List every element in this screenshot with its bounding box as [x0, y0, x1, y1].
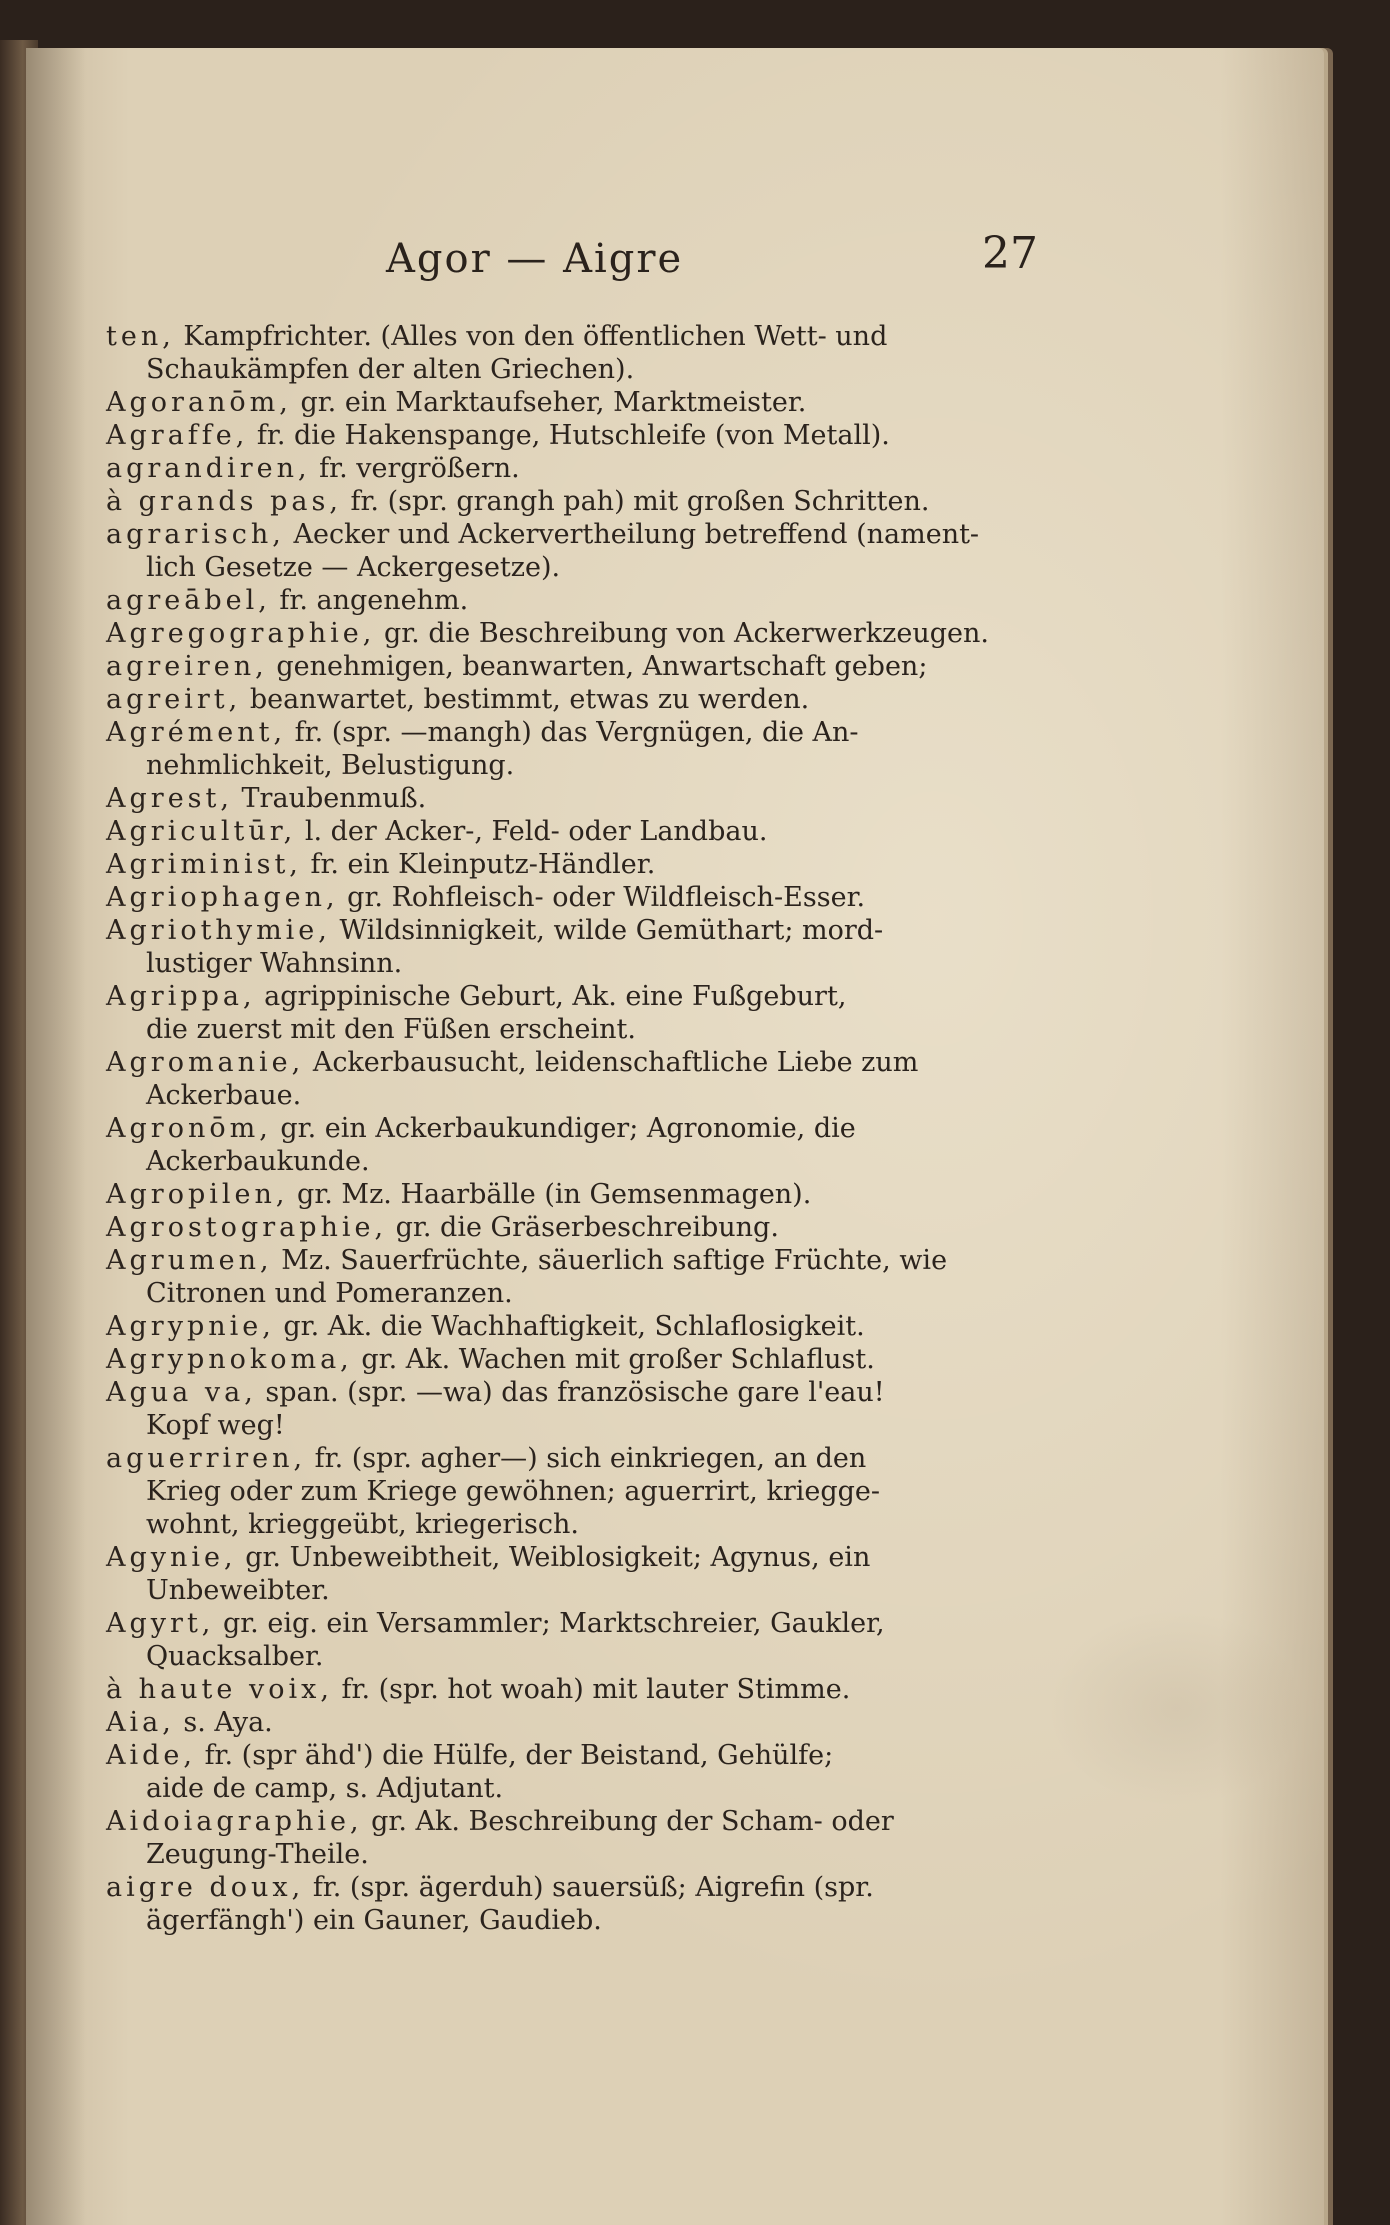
headword: Agropilen, — [106, 1179, 289, 1210]
continuation-line — [106, 1475, 1096, 1508]
definition: Aecker und Ackervertheilung betreffend (nament- — [284, 519, 980, 550]
definition: fr. (spr. —mangh) das Vergnügen, die An- — [286, 717, 859, 748]
entry-line — [106, 980, 1096, 1013]
gutter-shadow — [26, 48, 86, 2225]
headword: agrarisch, — [106, 519, 285, 550]
entry-line — [106, 386, 1096, 419]
headword: Agrest, — [106, 783, 233, 814]
headword: Agraffe, — [106, 420, 249, 451]
definition: aide de camp, s. Adjutant. — [146, 1773, 504, 1804]
definition: gr. Unbeweibtheit, Weiblosigkeit; Agynus, ein — [236, 1542, 871, 1573]
headword: Agynie, — [106, 1542, 237, 1573]
definition: fr. (spr. grangh pah) mit großen Schritten. — [341, 486, 930, 517]
headword: Aide, — [106, 1740, 196, 1771]
definition: lich Gesetze — Ackergesetze). — [146, 552, 561, 583]
headword: Agriophagen, — [106, 882, 339, 913]
entry-line — [106, 683, 1096, 716]
headword: Agrément, — [106, 717, 287, 748]
headword: Agyrt, — [106, 1608, 215, 1639]
continuation-line — [106, 1904, 1096, 1937]
entry-line — [106, 1871, 1096, 1904]
definition: wohnt, krieggeübt, kriegerisch. — [146, 1509, 579, 1540]
entry-line — [106, 1244, 1096, 1277]
entry-line — [106, 1178, 1096, 1211]
continuation-line — [106, 1838, 1096, 1871]
definition: fr. ein Kleinputz-Händler. — [301, 849, 656, 880]
headword: Agoranōm, — [106, 387, 292, 418]
definition: lustiger Wahnsinn. — [146, 948, 403, 979]
entry-line — [106, 1706, 1096, 1739]
entry-line — [106, 650, 1096, 683]
continuation-line — [106, 1013, 1096, 1046]
headword: Agrippa, — [106, 981, 256, 1012]
headword: Agriothymie, — [106, 915, 331, 946]
definition: gr. die Beschreibung von Ackerwerkzeugen. — [375, 618, 989, 649]
headword: Agriminist, — [106, 849, 302, 880]
definition: Unbeweibter. — [146, 1575, 330, 1606]
definition: gr. Mz. Haarbälle (in Gemsenmagen). — [288, 1179, 812, 1210]
headword: Agronōm, — [106, 1113, 272, 1144]
continuation-line — [106, 353, 1096, 386]
entry-line — [106, 1442, 1096, 1475]
definition: Schaukämpfen der alten Griechen). — [146, 354, 635, 385]
continuation-line — [106, 947, 1096, 980]
definition: fr. (spr. agher—) sich einkriegen, an den — [306, 1443, 867, 1474]
continuation-line — [106, 1409, 1096, 1442]
page-number: 27 — [982, 228, 1038, 279]
definition: gr. Rohfleisch- oder Wildfleisch-Esser. — [338, 882, 866, 913]
definition: l. der Acker-, Feld- oder Landbau. — [296, 816, 768, 847]
definition: Wildsinnigkeit, wilde Gemüthart; mord- — [330, 915, 884, 946]
headword: Agromanie, — [106, 1047, 305, 1078]
headword: agreābel, — [106, 585, 271, 616]
continuation-line — [106, 1574, 1096, 1607]
headword: Aia, — [106, 1707, 175, 1738]
entry-line — [106, 1673, 1096, 1706]
definition: gr. Ak. Wachen mit großer Schlaflust. — [352, 1344, 875, 1375]
book-page — [26, 48, 1324, 2225]
definition: Mz. Sauerfrüchte, säuerlich saftige Früchte, wie — [272, 1245, 948, 1276]
dictionary-entries — [106, 320, 1096, 1937]
entry-line — [106, 1343, 1096, 1376]
entry-line — [106, 452, 1096, 485]
headword: Agrostographie, — [106, 1212, 388, 1243]
definition: Kampfrichter. (Alles von den öffentlichen Wett- und — [174, 321, 888, 352]
headword: à haute voix, — [106, 1674, 333, 1705]
entry-line — [106, 782, 1096, 815]
headword: aigre doux, — [106, 1872, 305, 1903]
entry-line — [106, 716, 1096, 749]
entry-line — [106, 881, 1096, 914]
headword: ten, — [106, 321, 175, 352]
headword: Agrypnokoma, — [106, 1344, 353, 1375]
definition: fr. die Hakenspange, Hutschleife (von Metall). — [248, 420, 890, 451]
entry-line — [106, 320, 1096, 353]
entry-line — [106, 848, 1096, 881]
entry-line — [106, 485, 1096, 518]
definition: ägerfängh') ein Gauner, Gaudieb. — [146, 1905, 602, 1936]
definition: gr. die Gräserbeschreibung. — [387, 1212, 779, 1243]
entry-line — [106, 1376, 1096, 1409]
definition: gr. ein Marktaufseher, Marktmeister. — [291, 387, 807, 418]
entry-line — [106, 1739, 1096, 1772]
headword: Agricultūr, — [106, 816, 297, 847]
definition: s. Aya. — [174, 1707, 273, 1738]
definition: Ackerbausucht, leidenschaftliche Liebe zum — [304, 1047, 919, 1078]
definition: gr. ein Ackerbaukundiger; Agronomie, die — [271, 1113, 856, 1144]
headword: agrandiren, — [106, 453, 311, 484]
continuation-line — [106, 551, 1096, 584]
continuation-line — [106, 1145, 1096, 1178]
definition: Zeugung-Theile. — [146, 1839, 369, 1870]
entry-line — [106, 584, 1096, 617]
definition: Citronen und Pomeranzen. — [146, 1278, 513, 1309]
definition: gr. eig. ein Versammler; Marktschreier, Gaukler, — [214, 1608, 885, 1639]
continuation-line — [106, 1508, 1096, 1541]
definition: fr. (spr. ägerduh) sauersüß; Aigrefin (spr. — [304, 1872, 874, 1903]
headword: agreirt, — [106, 684, 242, 715]
continuation-line — [106, 1079, 1096, 1112]
headword: aguerriren, — [106, 1443, 307, 1474]
entry-line — [106, 1112, 1096, 1145]
entry-line — [106, 1211, 1096, 1244]
headword: Agrypnie, — [106, 1311, 275, 1342]
entry-line — [106, 1607, 1096, 1640]
definition: Ackerbaukunde. — [146, 1146, 370, 1177]
definition: Ackerbaue. — [146, 1080, 302, 1111]
headword: à grands pas, — [106, 486, 342, 517]
definition: fr. (spr. hot woah) mit lauter Stimme. — [332, 1674, 851, 1705]
continuation-line — [106, 749, 1096, 782]
definition: Traubenmuß. — [232, 783, 427, 814]
entry-line — [106, 419, 1096, 452]
definition: nehmlichkeit, Belustigung. — [146, 750, 515, 781]
headword: agreiren, — [106, 651, 268, 682]
definition: die zuerst mit den Füßen erscheint. — [146, 1014, 636, 1045]
headword: Agua va, — [106, 1377, 257, 1408]
definition: Quacksalber. — [146, 1641, 324, 1672]
entry-line — [106, 617, 1096, 650]
headword: Aidoiagraphie, — [106, 1806, 363, 1837]
entry-line — [106, 518, 1096, 551]
entry-line — [106, 1541, 1096, 1574]
entry-line — [106, 1310, 1096, 1343]
page-header — [26, 228, 1324, 298]
headword: Agregographie, — [106, 618, 376, 649]
entry-line — [106, 1805, 1096, 1838]
definition: gr. Ak. die Wachhaftigkeit, Schlaflosigkeit. — [274, 1311, 865, 1342]
entry-line — [106, 914, 1096, 947]
definition: fr. (spr ähd') die Hülfe, der Beistand, Gehülfe; — [195, 1740, 834, 1771]
definition: Krieg oder zum Kriege gewöhnen; aguerrirt, kriegge- — [146, 1476, 881, 1507]
definition: genehmigen, beanwarten, Anwartschaft geben; — [267, 651, 928, 682]
definition: gr. Ak. Beschreibung der Scham- oder — [362, 1806, 894, 1837]
definition: agrippinische Geburt, Ak. eine Fußgeburt, — [255, 981, 847, 1012]
definition: beanwartet, bestimmt, etwas zu werden. — [241, 684, 810, 715]
definition: span. (spr. —wa) das französische gare l'eau! — [256, 1377, 885, 1408]
entry-line — [106, 815, 1096, 848]
definition: Kopf weg! — [146, 1410, 285, 1441]
running-head: Agor — Aigre — [386, 236, 684, 282]
entry-line — [106, 1046, 1096, 1079]
headword: Agrumen, — [106, 1245, 273, 1276]
definition: fr. angenehm. — [270, 585, 469, 616]
continuation-line — [106, 1277, 1096, 1310]
continuation-line — [106, 1772, 1096, 1805]
continuation-line — [106, 1640, 1096, 1673]
definition: fr. vergrößern. — [310, 453, 520, 484]
